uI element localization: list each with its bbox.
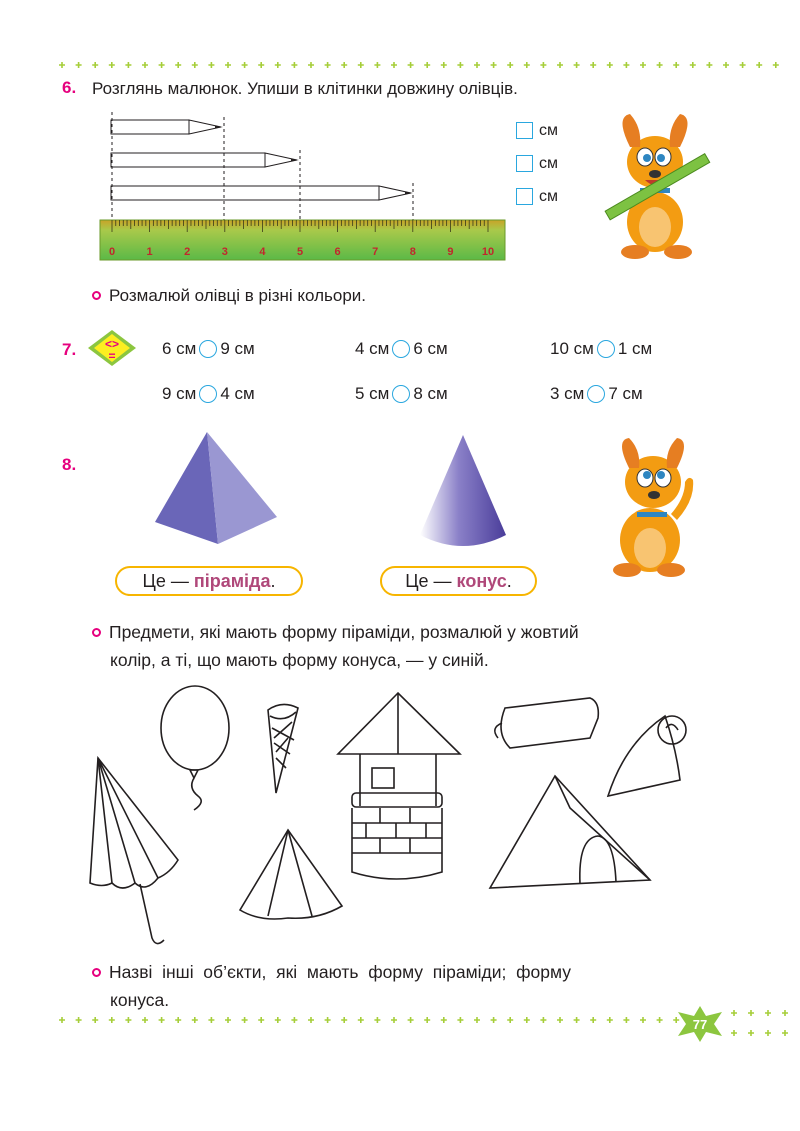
svg-text:77: 77	[692, 1017, 708, 1032]
ruler-label-3: 3	[221, 246, 228, 258]
answer-circle[interactable]	[392, 340, 410, 358]
svg-text:<>: <>	[104, 337, 120, 351]
answer-circle[interactable]	[597, 340, 615, 358]
ruler-label-1: 1	[146, 246, 153, 258]
cone-label: Це — конус .	[380, 566, 537, 596]
pyramid-label: Це — піраміда .	[115, 566, 303, 596]
ruler-label-6: 6	[334, 246, 341, 258]
ruler-label-5: 5	[296, 246, 304, 258]
balloon-drawing	[161, 686, 229, 810]
ruler-label-8: 8	[409, 246, 416, 258]
ruler-label-0: 0	[108, 246, 116, 258]
objects-coloring-illustration	[90, 688, 700, 923]
answer-circle[interactable]	[199, 385, 217, 403]
answer-box-1[interactable]	[516, 122, 533, 139]
task-6-number: 6.	[62, 78, 77, 97]
unit-label-1: см	[539, 122, 558, 139]
page-number-badge	[676, 1006, 724, 1042]
comparison-3: 10 см 1 см	[550, 339, 653, 358]
comparison-5: 5 см 8 см	[355, 384, 448, 403]
dog-with-ruler-illustration	[600, 112, 720, 262]
task-8-instruction-2: колір, а ті, що мають форму конуса, — у синій.	[110, 650, 489, 670]
task-6-instruction: Розглянь малюнок. Упиши в клітинки довжину олівців.	[92, 79, 518, 98]
answer-circle[interactable]	[392, 385, 410, 403]
well-drawing	[338, 693, 460, 879]
comparison-2: 4 см 6 см	[355, 339, 448, 358]
task-6-color-task	[92, 284, 366, 308]
umbrella-drawing	[90, 758, 178, 944]
bullet-icon	[92, 628, 101, 637]
compare-signs-icon	[88, 330, 136, 366]
pyramid-drawing	[240, 830, 342, 919]
instruction-line-1: Предмети, які мають форму піраміди, розмалюй у жовтий	[109, 622, 579, 642]
task-8-final-2: конуса.	[110, 990, 170, 1010]
unit-label-2: см	[539, 155, 558, 172]
comparison-1: 6 см 9 см	[162, 339, 255, 358]
ruler-label-2: 2	[184, 246, 191, 258]
unit-label-3: см	[539, 188, 558, 205]
bullet-icon	[92, 968, 101, 977]
task-8-instruction	[92, 620, 579, 644]
svg-text:=: =	[108, 349, 116, 363]
task-7-number: 7.	[62, 340, 77, 359]
ice-cream-cone-drawing	[268, 704, 298, 793]
ruler-label-10: 10	[481, 246, 495, 258]
pencils-and-ruler	[95, 112, 515, 267]
comparison-6: 3 см 7 см	[550, 384, 643, 403]
final-line-1: Назві інші об’єкти, які мають форму піраміди; форму	[109, 962, 571, 982]
ruler-label-9: 9	[447, 246, 454, 258]
cone-illustration	[418, 435, 508, 553]
task-8-number: 8.	[62, 455, 77, 474]
ruler-label-4: 4	[259, 246, 266, 258]
pencil-short	[111, 120, 223, 134]
gnome-hat-drawing	[608, 716, 686, 796]
comparison-4: 9 см 4 см	[162, 384, 255, 403]
pencil-medium	[111, 153, 299, 167]
answer-circle[interactable]	[199, 340, 217, 358]
bullet-icon	[92, 291, 101, 300]
pencil-case-drawing	[495, 698, 599, 748]
bottom-dotted-border	[58, 1015, 678, 1025]
answer-box-3[interactable]	[516, 188, 533, 205]
dog-pointing-illustration	[605, 440, 705, 580]
pencil-long	[111, 186, 413, 200]
answer-box-2[interactable]	[516, 155, 533, 172]
ruler-label-7: 7	[372, 246, 379, 258]
top-dotted-border	[58, 60, 788, 70]
answer-circle[interactable]	[587, 385, 605, 403]
page-corner-dots	[724, 1005, 794, 1045]
color-task-text: Розмалюй олівці в різні кольори.	[109, 286, 367, 305]
task-8-final	[92, 960, 571, 984]
pyramid-illustration	[155, 432, 280, 552]
